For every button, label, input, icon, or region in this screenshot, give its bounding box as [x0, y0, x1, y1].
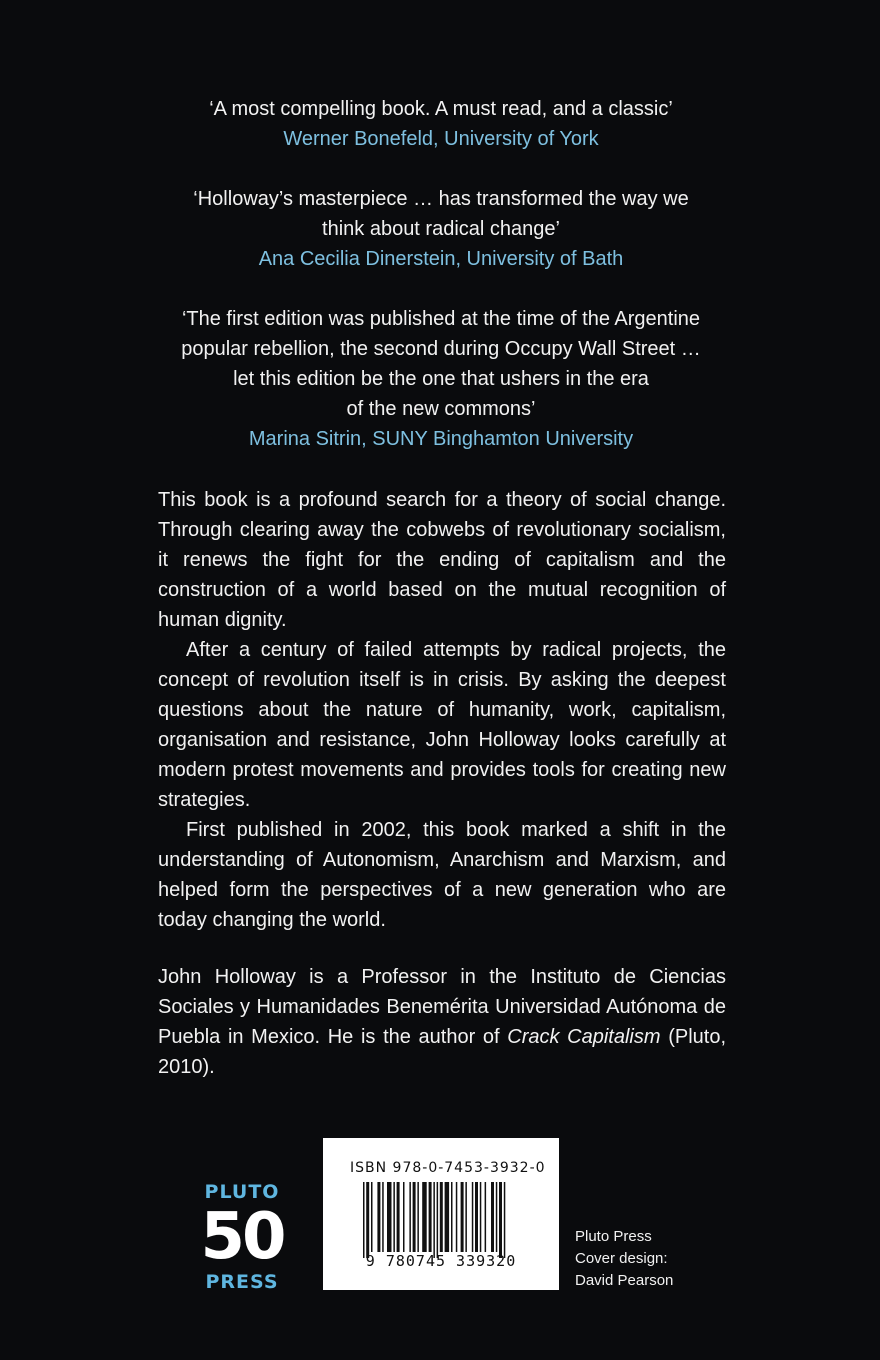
logo-bottom-text: PRESS [205, 1271, 279, 1293]
author-bio-text: John Holloway is a Professor in the Instituto de Ciencias Sociales y Humanidades Benemérita Universidad Autónoma de Puebla in Mexico. He is the author of [158, 966, 726, 1048]
blurb-quote-line: let this edition be the one that ushers in the era [233, 368, 649, 390]
barcode-bar [382, 1182, 384, 1252]
barcode-bar [429, 1182, 432, 1252]
isbn-label: ISBN 978-0-7453-3932-0 [350, 1160, 546, 1176]
barcode-bar [437, 1182, 439, 1258]
barcode-bar [499, 1182, 502, 1258]
blurb-quote-line: ‘A most compelling book. A must read, and a classic’ [209, 98, 673, 120]
blurb-attribution: Marina Sitrin, SUNY Binghamton University [248, 428, 634, 450]
blurb-quote-line: think about radical change’ [322, 218, 560, 240]
blurb-quote-line: ‘Holloway’s masterpiece … has transformed the way we [193, 188, 689, 210]
credits [575, 1226, 673, 1292]
barcode-bar [465, 1182, 467, 1252]
barcode-bar [403, 1182, 405, 1252]
barcode-bar [491, 1182, 494, 1252]
designer-name: David Pearson [575, 1272, 674, 1289]
barcode-bar [461, 1182, 464, 1252]
author-book-title: Crack Capitalism [507, 1026, 661, 1048]
barcode-bar [371, 1182, 373, 1252]
isbn-barcode-box [323, 1138, 559, 1290]
barcode-bar [485, 1182, 487, 1252]
barcode-bar [363, 1182, 365, 1258]
description-paragraph: This book is a profound search for a theory of social change. Through clearing away the cobwebs of revolutionary socialism, it renews the fight for the ending of capitalism and the construction of a world based on the mutual recognition of human dignity. [158, 489, 726, 631]
blurb-3 [150, 304, 732, 454]
blurb-2 [150, 184, 732, 274]
barcode-digits: 9 780745 339320 [365, 1252, 517, 1270]
barcode-bar [445, 1182, 450, 1252]
barcode-bar [504, 1182, 506, 1258]
blurb-quote-line: of the new commons’ [346, 398, 536, 420]
barcode-bar [387, 1182, 392, 1252]
description-paragraph: First published in 2002, this book marked a shift in the understanding of Autonomism, Anarchism and Marxism, and helped form the perspectives of a new generation who are today changing the world. [158, 819, 726, 931]
cover-design-label: Cover design: [575, 1250, 668, 1267]
barcode-bar [413, 1182, 416, 1252]
pluto-50-logo [186, 1180, 298, 1294]
barcode-bar [422, 1182, 427, 1252]
barcode-bar [475, 1182, 478, 1252]
blurb-quote-line: popular rebellion, the second during Occupy Wall Street … [181, 338, 701, 360]
blurb-1 [150, 94, 732, 154]
barcode-bar [366, 1182, 369, 1258]
barcode-bar [451, 1182, 453, 1252]
author-bio [158, 962, 726, 1082]
logo-top-text: PLUTO [204, 1181, 280, 1203]
blurb-quote-line: ‘The first edition was published at the time of the Argentine [181, 308, 701, 330]
barcode-bar [456, 1182, 458, 1252]
barcode-bar [472, 1182, 474, 1252]
publisher-name: Pluto Press [575, 1228, 652, 1245]
blurb-attribution: Werner Bonefeld, University of York [283, 128, 599, 150]
blurb-attribution: Ana Cecilia Dinerstein, University of Bath [258, 248, 624, 270]
barcode-bar [480, 1182, 482, 1252]
book-description [158, 485, 726, 935]
author-bio-text-end: (Pluto, 2010). [158, 1026, 726, 1078]
logo-number: 50 [200, 1200, 284, 1274]
barcode-bar [393, 1182, 395, 1252]
barcode-bar [397, 1182, 400, 1252]
barcode-bar [409, 1182, 411, 1252]
blurbs-section [150, 94, 732, 484]
barcode-bar [440, 1182, 443, 1252]
barcode-bar [417, 1182, 419, 1252]
barcode-bar [496, 1182, 498, 1252]
barcode-bar [433, 1182, 435, 1258]
barcode-bar [377, 1182, 380, 1252]
description-paragraph: After a century of failed attempts by radical projects, the concept of revolution itself is in crisis. By asking the deepest questions about the nature of humanity, work, capitalism, organisation and resistance, John Holloway looks carefully at modern protest movements and provides tools for creating new strategies. [158, 639, 726, 811]
barcode-icon [323, 1138, 559, 1290]
